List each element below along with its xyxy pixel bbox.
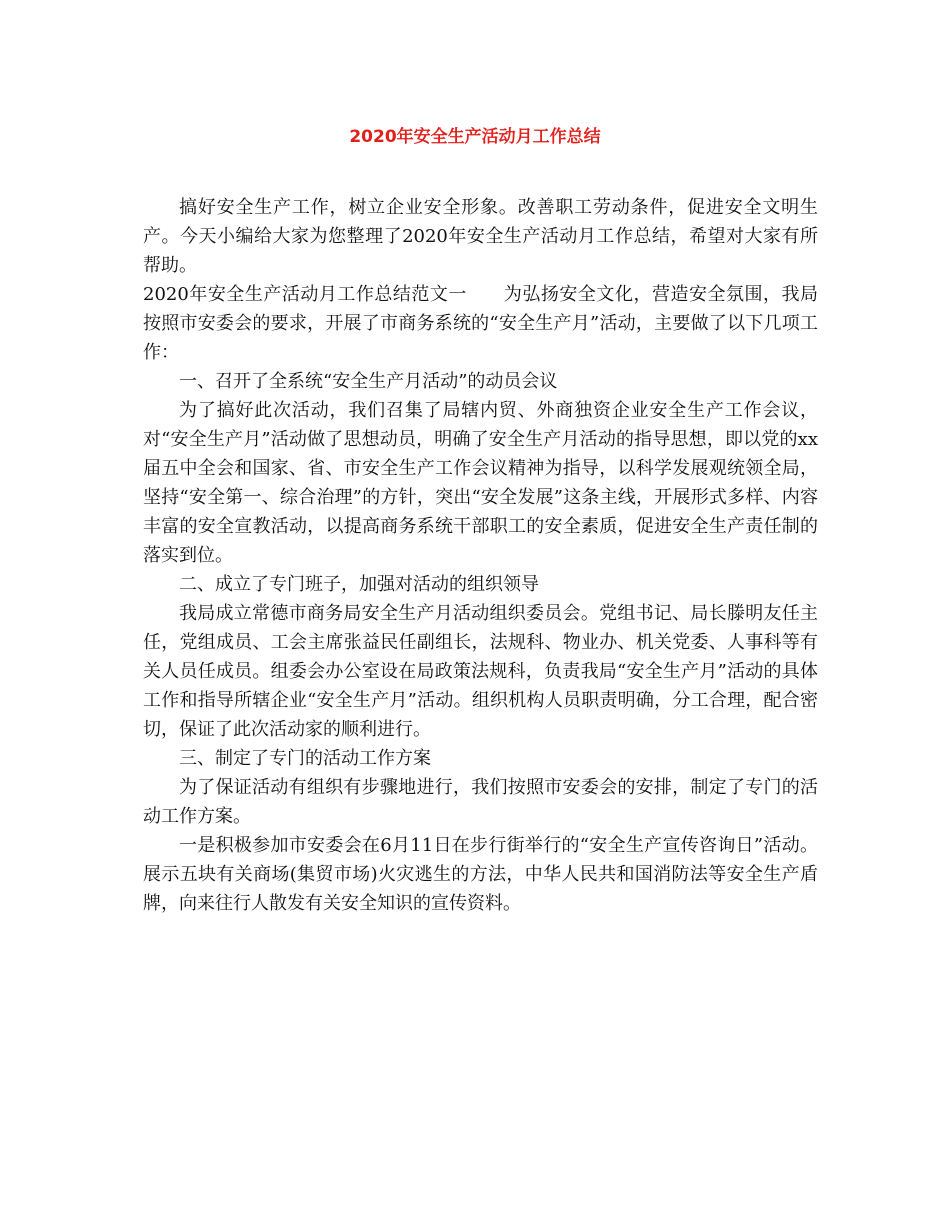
section-1-paragraph: 为了搞好此次活动，我们召集了局辖内贸、外商独资企业安全生产工作会议，对“安全生产月”活动做了思想动员，明确了安全生产月活动的指导思想，即以党的xx届五中全会和国家、省、市安全生产工作会议精神为指导，以科学发展观统领全局，坚持“安全第一、综合治理”的方针，突出“安全发展”这条主线，开展形式多样、内容丰富的安全宣教活动，以提高商务系统干部职工的安全素质，促进安全生产责任制的落实到位。 xyxy=(143,400,818,566)
section-3-paragraph: 为了保证活动有组织有步骤地进行，我们按照市安委会的安排，制定了专门的活动工作方案。 xyxy=(143,777,818,827)
section-heading-1: 一、召开了全系统“安全生产月活动”的动员会议 xyxy=(179,371,558,392)
intro-paragraph: 搞好安全生产工作，树立企业安全形象。改善职工劳动条件，促进安全文明生产。今天小编给大家为您整理了2020年安全生产活动月工作总结，希望对大家有所帮助。 xyxy=(143,197,818,276)
section-heading-2: 二、成立了专门班子，加强对活动的组织领导 xyxy=(179,574,539,595)
section-3-item-1: 一是积极参加市安委会在6月11日在步行街举行的“安全生产宣传咨询日”活动。展示五块有关商场(集贸市场)火灾逃生的方法，中华人民共和国消防法等安全生产盾牌，向来往行人散发有关安全知识的宣传资料。 xyxy=(143,835,818,914)
document-body xyxy=(143,193,818,918)
document-title: 2020年安全生产活动月工作总结 xyxy=(349,127,601,147)
section-heading-3: 三、制定了专门的活动工作方案 xyxy=(179,748,431,769)
sample-heading-paragraph: 2020年安全生产活动月工作总结范文一 为弘扬安全文化，营造安全氛围，我局按照市安委会的要求，开展了市商务系统的“安全生产月”活动，主要做了以下几项工作： xyxy=(143,284,818,363)
section-2-paragraph: 我局成立常德市商务局安全生产月活动组织委员会。党组书记、局长滕明友任主任，党组成员、工会主席张益民任副组长，法规科、物业办、机关党委、人事科等有关人员任成员。组委会办公室设在局政策法规科，负责我局“安全生产月”活动的具体工作和指导所辖企业“安全生产月”活动。组织机构人员职责明确，分工合理，配合密切，保证了此次活动家的顺利进行。 xyxy=(143,603,818,740)
